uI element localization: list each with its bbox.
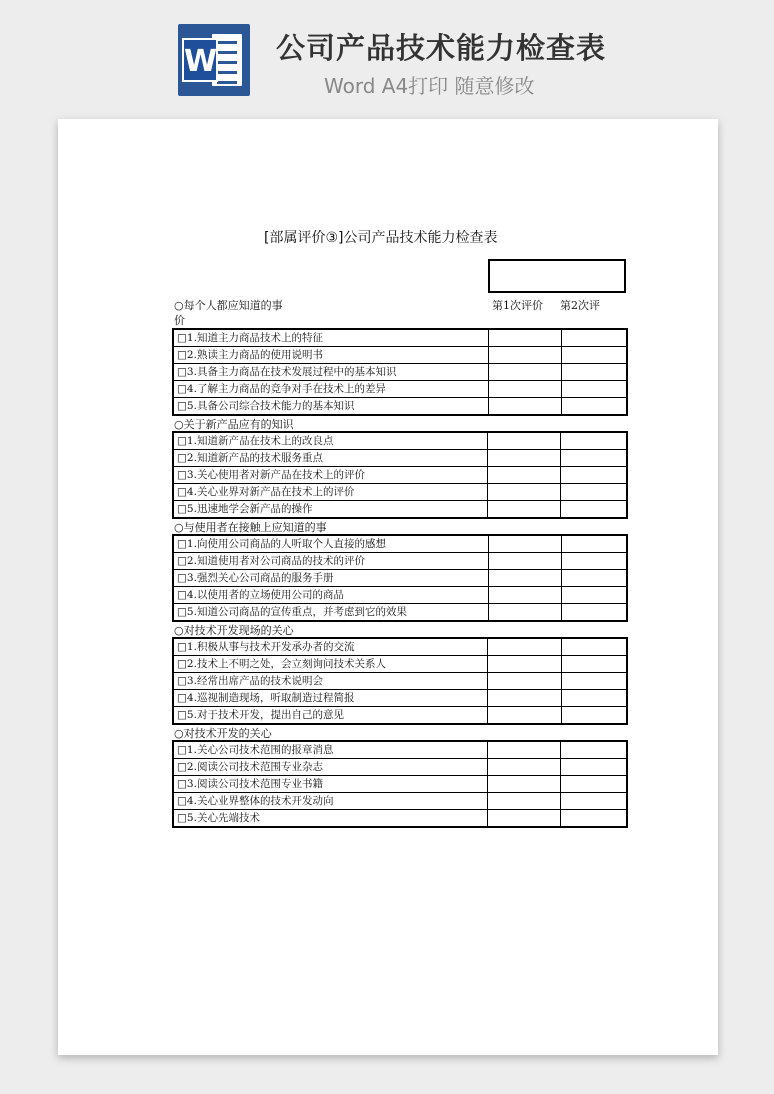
- column-header-second-eval: 第2次评: [560, 299, 600, 312]
- section-heading: ○关于新产品应有的知识: [174, 418, 294, 431]
- checklist-item: □5.迅速地学会新产品的操作: [173, 501, 488, 519]
- checklist-item: □2.阅读公司技术范围专业杂志: [173, 759, 487, 776]
- page-header: [0, 0, 774, 110]
- table-row: [173, 553, 627, 570]
- checklist-item: □1.知道主力商品技术上的特征: [173, 329, 488, 347]
- score-cell-2[interactable]: [561, 535, 627, 553]
- score-cell-1[interactable]: [488, 690, 561, 707]
- checklist-item: □2.技术上不明之处，会立刻询问技术关系人: [173, 656, 488, 673]
- score-cell-1[interactable]: [487, 793, 561, 810]
- score-cell-1[interactable]: [488, 450, 561, 467]
- checklist-item: □2.知道新产品的技术服务重点: [173, 450, 488, 467]
- checklist-table-2: [172, 431, 628, 519]
- section-heading: ○对技术开发现场的关心: [174, 624, 294, 637]
- checklist-item: □1.关心公司技术范围的报章消息: [173, 741, 487, 759]
- score-cell-2[interactable]: [561, 364, 627, 381]
- checklist-item: □5.关心先端技术: [173, 810, 487, 828]
- score-cell-1[interactable]: [488, 432, 561, 450]
- score-cell-2[interactable]: [561, 604, 627, 622]
- score-cell-2[interactable]: [561, 450, 627, 467]
- score-cell-2[interactable]: [561, 467, 627, 484]
- table-row: [173, 501, 627, 519]
- score-cell-1[interactable]: [488, 364, 561, 381]
- checklist-table-1: [172, 328, 628, 416]
- table-row: [173, 638, 627, 656]
- score-cell-2[interactable]: [561, 690, 627, 707]
- table-row: [173, 587, 627, 604]
- score-cell-1[interactable]: [488, 381, 561, 398]
- score-cell-1[interactable]: [488, 398, 561, 416]
- score-cell-1[interactable]: [488, 535, 561, 553]
- form-title: [部属评价③]公司产品技术能力检查表: [264, 230, 498, 246]
- checklist-table-3: [172, 534, 628, 622]
- score-cell-1[interactable]: [488, 484, 561, 501]
- score-cell-2[interactable]: [561, 398, 627, 416]
- checklist-item: □5.知道公司商品的宣传重点，并考虑到它的效果: [173, 604, 488, 622]
- checklist-item: □3.关心使用者对新产品在技术上的评价: [173, 467, 488, 484]
- checklist-item: □4.关心业界整体的技术开发动向: [173, 793, 487, 810]
- score-cell-2[interactable]: [561, 484, 627, 501]
- document-page: [58, 119, 718, 1055]
- score-cell-2[interactable]: [561, 553, 627, 570]
- checklist-item: □3.阅读公司技术范围专业书籍: [173, 776, 487, 793]
- checklist-item: □3.强烈关心公司商品的服务手册: [173, 570, 488, 587]
- table-row: [173, 364, 627, 381]
- score-cell-2[interactable]: [561, 347, 627, 364]
- score-cell-2[interactable]: [561, 638, 627, 656]
- table-row: [173, 690, 627, 707]
- score-cell-2[interactable]: [561, 673, 627, 690]
- checklist-table-5: [172, 740, 628, 828]
- table-row: [173, 776, 627, 793]
- table-row: [173, 467, 627, 484]
- checklist-item: □5.对于技术开发，提出自己的意见: [173, 707, 488, 725]
- table-row: [173, 604, 627, 622]
- checklist-item: □5.具备公司综合技术能力的基本知识: [173, 398, 488, 416]
- score-cell-1[interactable]: [487, 776, 561, 793]
- score-cell-1[interactable]: [488, 604, 561, 622]
- score-cell-2[interactable]: [561, 432, 627, 450]
- score-cell-1[interactable]: [488, 501, 561, 519]
- table-row: [173, 398, 627, 416]
- score-cell-1[interactable]: [488, 467, 561, 484]
- checklist-item: □4.了解主力商品的竞争对手在技术上的差异: [173, 381, 488, 398]
- checklist-table-4: [172, 637, 628, 725]
- score-cell-1[interactable]: [487, 759, 561, 776]
- document-subtitle: Word A4打印 随意修改: [324, 74, 535, 98]
- score-cell-1[interactable]: [488, 553, 561, 570]
- table-row: [173, 484, 627, 501]
- checklist-item: □1.积极从事与技术开发承办者的交流: [173, 638, 488, 656]
- table-row: [173, 793, 627, 810]
- intro-heading: ○每个人都应知道的事: [174, 299, 283, 312]
- score-cell-2[interactable]: [561, 741, 627, 759]
- score-cell-2[interactable]: [561, 570, 627, 587]
- score-cell-2[interactable]: [561, 381, 627, 398]
- score-cell-1[interactable]: [488, 707, 561, 725]
- score-cell-2[interactable]: [561, 810, 627, 828]
- section-heading: ○与使用者在接触上应知道的事: [174, 521, 327, 534]
- table-row: [173, 381, 627, 398]
- table-row: [173, 673, 627, 690]
- checklist-item: □4.关心业界对新产品在技术上的评价: [173, 484, 488, 501]
- score-cell-2[interactable]: [561, 707, 627, 725]
- checklist-item: □3.具备主力商品在技术发展过程中的基本知识: [173, 364, 488, 381]
- checklist-item: □2.知道使用者对公司商品的技术的评价: [173, 553, 488, 570]
- table-row: [173, 707, 627, 725]
- table-row: [173, 450, 627, 467]
- checklist-item: □1.向使用公司商品的人听取个人直接的感想: [173, 535, 488, 553]
- score-cell-2[interactable]: [561, 587, 627, 604]
- table-row: [173, 347, 627, 364]
- checklist-item: □4.巡视制造现场，听取制造过程简报: [173, 690, 488, 707]
- table-row: [173, 656, 627, 673]
- score-cell-1[interactable]: [488, 656, 561, 673]
- score-cell-2[interactable]: [561, 501, 627, 519]
- score-cell-1[interactable]: [488, 587, 561, 604]
- score-cell-1[interactable]: [487, 741, 561, 759]
- word-letter-badge: W: [182, 38, 218, 82]
- checklist-item: □3.经常出席产品的技术说明会: [173, 673, 488, 690]
- score-cell-1[interactable]: [488, 329, 561, 347]
- score-cell-1[interactable]: [488, 673, 561, 690]
- intro-heading-wrap: 价: [174, 314, 185, 327]
- score-cell-1[interactable]: [487, 810, 561, 828]
- score-cell-2[interactable]: [561, 793, 627, 810]
- score-cell-2[interactable]: [561, 656, 627, 673]
- score-cell-1[interactable]: [488, 347, 561, 364]
- checklist-item: □4.以使用者的立场使用公司的商品: [173, 587, 488, 604]
- checklist-item: □1.知道新产品在技术上的改良点: [173, 432, 488, 450]
- table-row: [173, 759, 627, 776]
- score-cell-2[interactable]: [561, 776, 627, 793]
- document-title: 公司产品技术能力检查表: [276, 31, 607, 65]
- table-row: [173, 741, 627, 759]
- checklist-item: □2.熟读主力商品的使用说明书: [173, 347, 488, 364]
- column-header-first-eval: 第1次评价: [492, 299, 543, 312]
- table-row: [173, 810, 627, 828]
- table-row: [173, 535, 627, 553]
- table-row: [173, 432, 627, 450]
- score-cell-2[interactable]: [561, 329, 627, 347]
- score-cell-2[interactable]: [561, 759, 627, 776]
- signature-box: [488, 259, 626, 293]
- section-heading: ○对技术开发的关心: [174, 727, 272, 740]
- score-cell-1[interactable]: [488, 638, 561, 656]
- score-cell-1[interactable]: [488, 570, 561, 587]
- table-row: [173, 329, 627, 347]
- table-row: [173, 570, 627, 587]
- word-icon: [178, 24, 250, 96]
